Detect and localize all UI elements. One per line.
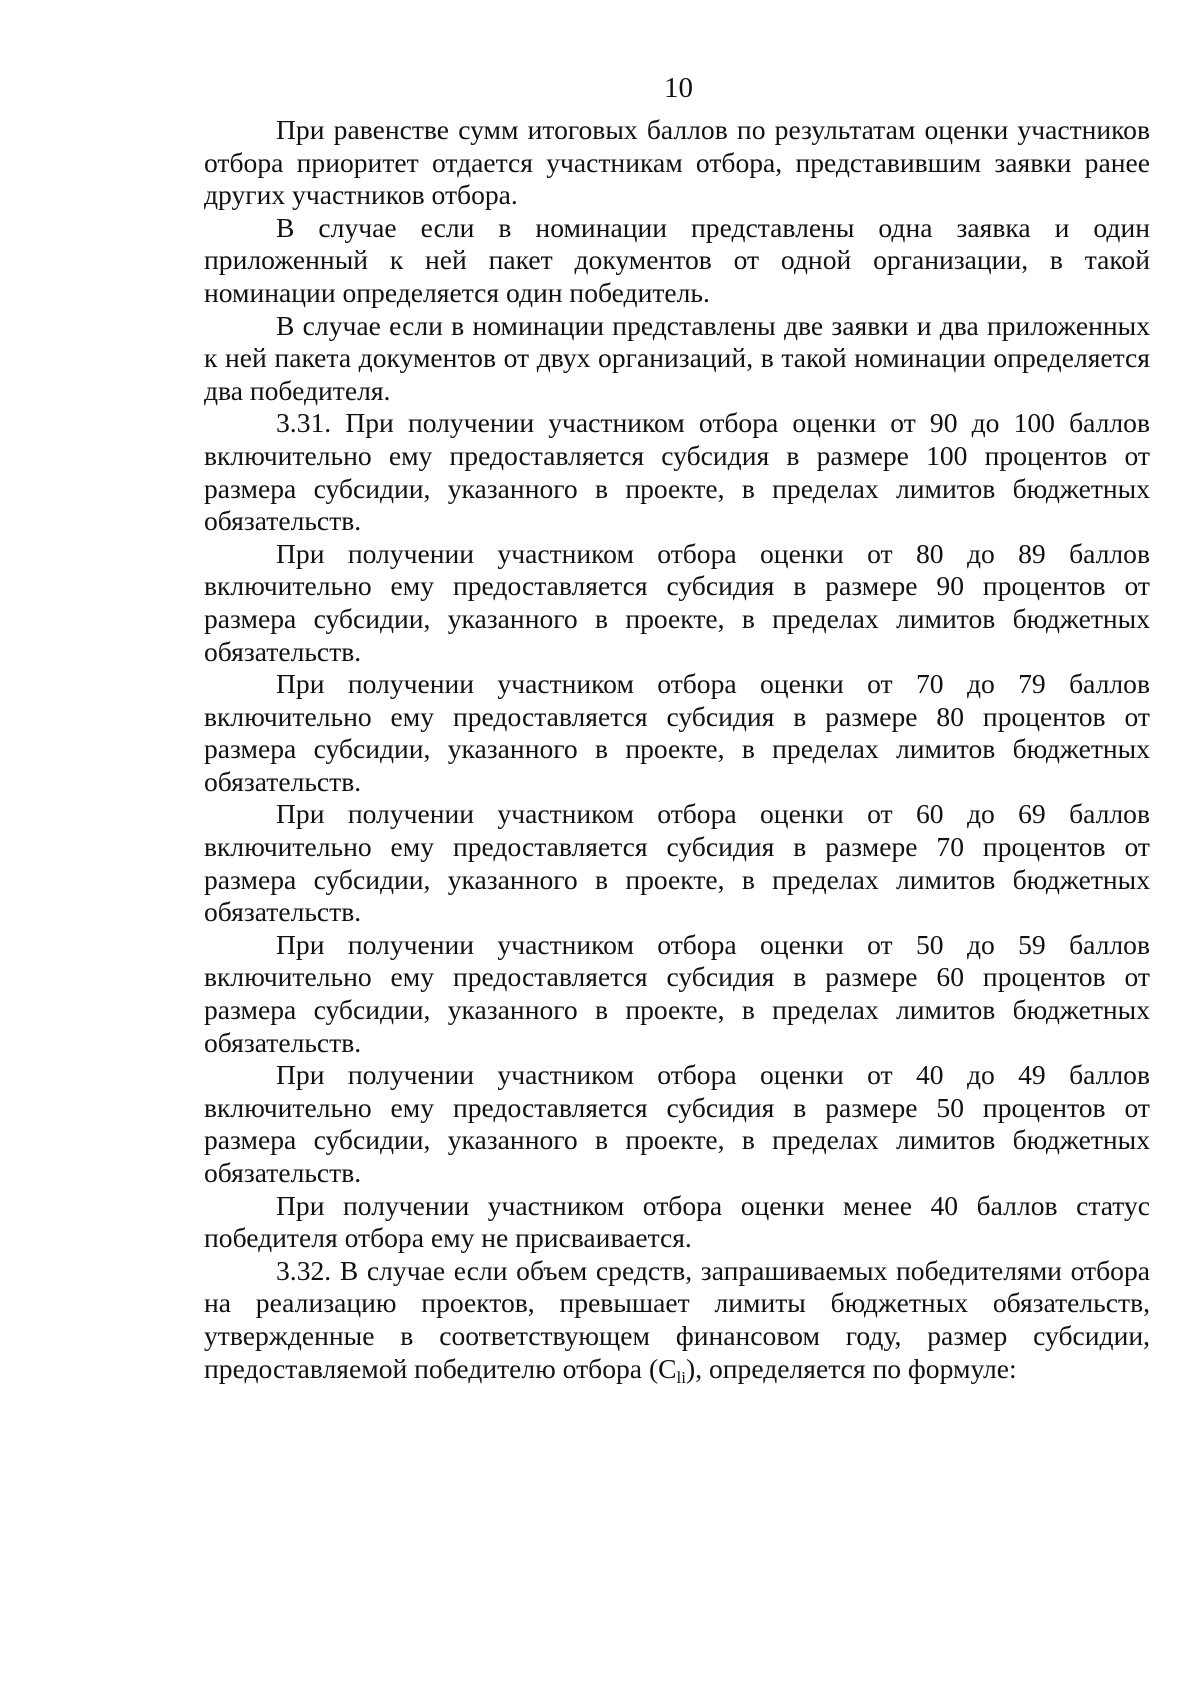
paragraph-score-50-59: При получении участником отбора оценки от 50 до 59 баллов включительно ему предоставляется субсидия в размере 60 процентов от размера субсидии, указанного в проекте, в пределах лимитов бюджетных обязательств. bbox=[204, 928, 1150, 1058]
paragraph-3-31: 3.31. При получении участником отбора оценки от 90 до 100 баллов включительно ему предоставляется субсидия в размере 100 процентов от размера субсидии, указанного в проекте, в пределах лимитов бюджетных обязательств. bbox=[204, 407, 1150, 537]
paragraph-two-applications: В случае если в номинации представлены две заявки и два приложенных к ней пакета документов от двух организаций, в такой номинации определяется два победителя. bbox=[204, 309, 1150, 406]
document-body bbox=[204, 114, 1150, 1385]
paragraph-below-40: При получении участником отбора оценки менее 40 баллов статус победителя отбора ему не присваивается. bbox=[204, 1189, 1150, 1254]
paragraph-3-32 bbox=[204, 1255, 1150, 1385]
paragraph-score-40-49: При получении участником отбора оценки от 40 до 49 баллов включительно ему предоставляется субсидия в размере 50 процентов от размера субсидии, указанного в проекте, в пределах лимитов бюджетных обязательств. bbox=[204, 1059, 1150, 1188]
paragraph-3-32-tail: ), определяется по формуле: bbox=[686, 1352, 1017, 1384]
paragraph-3-32-text: 3.32. В случае если объем средств, запрашиваемых победителями отбора на реализацию проектов, превышает лимиты бюджетных обязательств, утвержденные в соответствующем финансовом году, размер субсидии, предоставляемой победителю отбора (C bbox=[204, 1254, 1150, 1384]
paragraph-score-70-79: При получении участником отбора оценки от 70 до 79 баллов включительно ему предоставляется субсидия в размере 80 процентов от размера субсидии, указанного в проекте, в пределах лимитов бюджетных обязательств. bbox=[204, 668, 1150, 797]
paragraph-equal-scores: При равенстве сумм итоговых баллов по результатам оценки участников отбора приоритет отдается участникам отбора, представившим заявки ранее других участников отбора. bbox=[204, 114, 1150, 211]
paragraph-score-80-89: При получении участником отбора оценки от 80 до 89 баллов включительно ему предоставляется субсидия в размере 90 процентов от размера субсидии, указанного в проекте, в пределах лимитов бюджетных обязательств. bbox=[204, 537, 1150, 667]
formula-subscript: li bbox=[676, 1367, 686, 1387]
page-number: 10 bbox=[664, 72, 693, 104]
paragraph-one-application: В случае если в номинации представлены одна заявка и один приложенный к ней пакет документов от одной организации, в такой номинации определяется один победитель. bbox=[204, 211, 1150, 308]
paragraph-score-60-69: При получении участником отбора оценки от 60 до 69 баллов включительно ему предоставляется субсидия в размере 70 процентов от размера субсидии, указанного в проекте, в пределах лимитов бюджетных обязательств. bbox=[204, 798, 1150, 928]
